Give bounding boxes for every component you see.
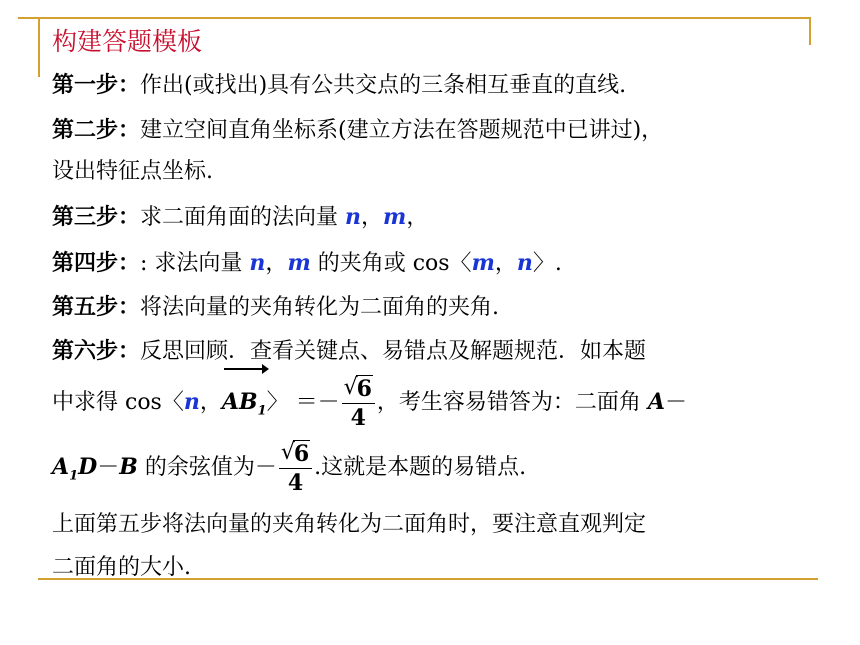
fraction-root6-over-4: √ $\frac{6}{4}$ [279, 440, 312, 497]
cos-prefix: 中求得 cos〈 [52, 390, 184, 415]
point-a1: $A_1$ [52, 454, 79, 484]
vector-n: n [516, 250, 533, 276]
page-title: 构建答题模板 [52, 27, 203, 56]
vector-m: m [287, 250, 311, 276]
vector-m: m [471, 250, 495, 276]
point-a: A [647, 389, 665, 415]
step-2-text: 建立空间直角坐标系(建立方法在答题规范中已讲过)， [140, 118, 664, 143]
vector-n: n [345, 204, 362, 230]
step-3-label: 第三步： [52, 204, 141, 230]
step-4-sep2: ， [494, 251, 517, 276]
fraction-root6-over-4 [342, 375, 375, 432]
step-5-label: 第五步： [52, 294, 141, 320]
line3-post: .这就是本题的易错点. [314, 455, 527, 480]
left-rule [38, 17, 40, 77]
step-3 [52, 202, 428, 233]
vector-m: m [383, 204, 407, 230]
step-6-line2 [52, 372, 687, 441]
note-line-1: 上面第五步将法向量的夹角转化为二面角时，要注意直观判定 [52, 512, 647, 537]
fraction-numerator: 6 [356, 375, 372, 402]
step-4-label: 第四步： [52, 250, 141, 276]
step-5 [52, 292, 499, 323]
step-6-line1: 反思回顾．查看关键点、易错点及解题规范．如本题 [140, 339, 647, 364]
top-rule [18, 17, 811, 19]
dash: － [664, 390, 687, 415]
vector-n: n [249, 250, 266, 276]
equals-minus: 〉 ＝－ [266, 390, 340, 415]
step-4 [52, 248, 562, 279]
step-4-pre: : 求法向量 [140, 251, 250, 276]
step-6 [52, 336, 646, 367]
line2-post: ，考生容易错答为：二面角 [376, 390, 648, 415]
step-6-line3 [52, 437, 526, 506]
vector-n: n [183, 389, 200, 415]
step-5-text: 将法向量的夹角转化为二面角的夹角. [140, 295, 500, 320]
step-2-continuation: 设出特征点坐标. [52, 159, 213, 184]
step-3-post: ， [406, 205, 429, 230]
vector-ab: $AB_1$ [222, 372, 267, 441]
step-3-sep: ， [361, 205, 384, 230]
point-d: D [78, 454, 98, 480]
point-b: B [119, 454, 138, 480]
step-1-text: 作出(或找出)具有公共交点的三条相互垂直的直线. [140, 73, 627, 98]
step-3-pre: 求二面角面的法向量 [140, 205, 346, 230]
step-2-label: 第二步： [52, 117, 141, 143]
step-6-label: 第六步： [52, 338, 141, 364]
step-2 [52, 115, 663, 146]
step-4-sep: ， [265, 251, 288, 276]
right-rule [809, 17, 811, 45]
line3-mid: 的余弦值为－ [137, 455, 277, 480]
step-1-label: 第一步： [52, 72, 141, 98]
note-line-2: 二面角的大小. [52, 555, 191, 580]
step-4-post: 〉. [532, 251, 562, 276]
fraction-denominator: 4 [350, 404, 366, 431]
step-1 [52, 70, 626, 101]
step-4-mid: 的夹角或 cos〈 [310, 251, 472, 276]
dash: － [97, 455, 120, 480]
sep: ， [199, 390, 222, 415]
